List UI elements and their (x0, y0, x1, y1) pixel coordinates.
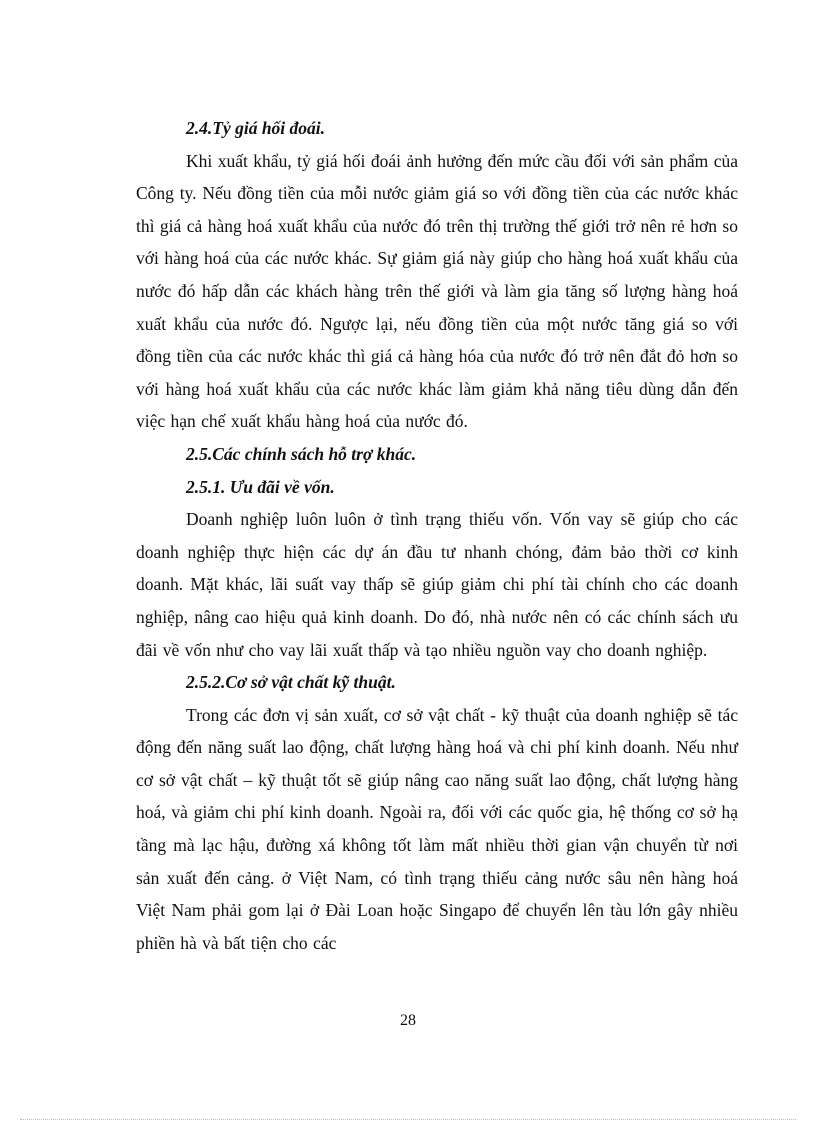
heading-2-4: 2.4.Tỷ giá hối đoái. (186, 118, 326, 138)
heading-2-5-2: 2.5.2.Cơ sở vật chất kỹ thuật. (186, 672, 396, 693)
paragraph-capital-incentives: Doanh nghiệp luôn luôn ở tình trạng thiếu vốn. Vốn vay sẽ giúp cho các doanh nghiệp thực hiện các dự án đầu tư nhanh chóng, đảm bảo thời cơ kinh doanh. Mặt khác, lãi suất vay thấp sẽ giúp giảm chi phí tài chính cho các doanh nghiệp, nâng cao hiệu quả kinh doanh. Do đó, nhà nước nên có các chính sách ưu đãi về vốn như cho vay lãi xuất thấp và tạo nhiều nguồn vay cho doanh nghiệp. (136, 509, 738, 660)
page-body (136, 112, 738, 959)
page-number: 28 (400, 1012, 416, 1029)
heading-2-5-1: 2.5.1. Ưu đãi về vốn. (186, 476, 335, 497)
paragraph-infrastructure: Trong các đơn vị sản xuất, cơ sở vật chất - kỹ thuật của doanh nghiệp sẽ tác động đến năng suất lao động, chất lượng hàng hoá và chi phí kinh doanh. Nếu như cơ sở vật chất – kỹ thuật tốt sẽ giúp nâng cao năng suất lao động, chất lượng hàng hoá, và giảm chi phí kinh doanh. Ngoài ra, đối với các quốc gia, hệ thống cơ sở hạ tầng mà lạc hậu, đường xá không tốt làm mất nhiều thời gian vận chuyển từ nơi sản xuất đến cảng. ở Việt Nam, có tình trạng thiếu cảng nước sâu nên hàng hoá Việt Nam phải gom lại ở Đài Loan hoặc Singapo để chuyển lên tàu lớn gây nhiều phiền hà và bất tiện cho các (136, 704, 738, 953)
page-bottom-divider (20, 1119, 796, 1120)
paragraph-exchange-rate: Khi xuất khẩu, tỷ giá hối đoái ảnh hưởng đến mức cầu đối với sản phẩm của Công ty. Nếu đồng tiền của mỗi nước giảm giá so với đồng tiền của các nước khác thì giá cả hàng hoá xuất khẩu của nước đó trên thị trường thế giới trở nên rẻ hơn so với hàng hoá của các nước khác. Sự giảm giá này giúp cho hàng hoá xuất khẩu của nước đó hấp dẫn các khách hàng trên thế giới và làm gia tăng số lượng hàng hoá xuất khẩu của nước đó. Ngược lại, nếu đồng tiền của một nước tăng giá so với đồng tiền của các nước khác thì giá cả hàng hóa của nước đó trở nên đắt đỏ hơn so với hàng hoá xuất khẩu của các nước khác làm giảm khả năng tiêu dùng dẫn đến việc hạn chế xuất khẩu hàng hoá của nước đó. (136, 150, 738, 432)
heading-2-5: 2.5.Các chính sách hỗ trợ khác. (186, 443, 417, 464)
